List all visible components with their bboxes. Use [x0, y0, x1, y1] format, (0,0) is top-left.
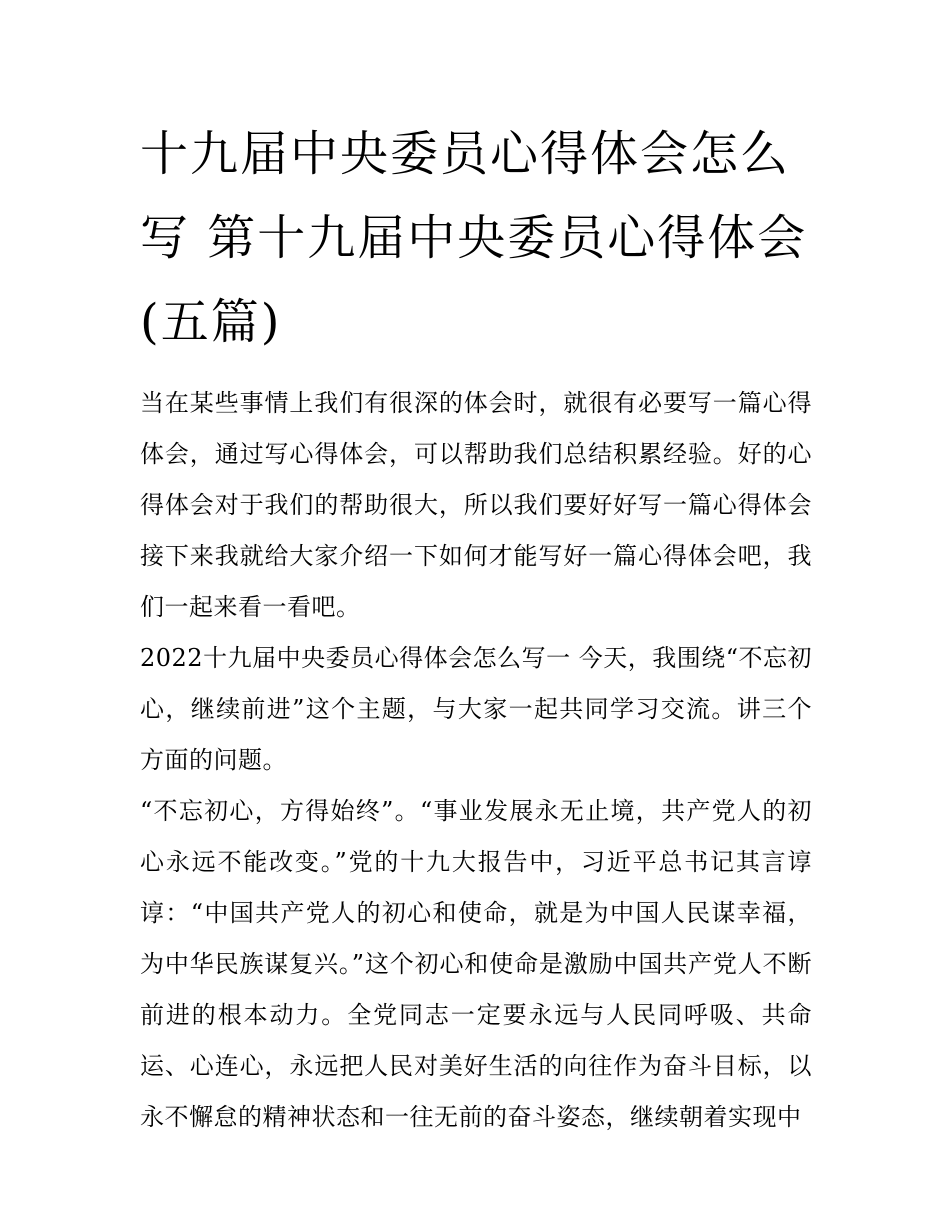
- document-body: [140, 112, 812, 1143]
- intro-paragraph: 当在某些事情上我们有很深的体会时，就很有必要写一篇心得体会，通过写心得体会，可以帮助我们总结积累经验。好的心得体会对于我们的帮助很大，所以我们要好好写一篇心得体会接下来我就给大家介绍一下如何才能写好一篇心得体会吧，我们一起来看一看吧。: [140, 389, 812, 621]
- document-title: 十九届中央委员心得体会怎么写 第十九届中央委员心得体会(五篇): [140, 126, 808, 350]
- section-one-paragraph: 2022十九届中央委员心得体会怎么写一 今天，我围绕“不忘初心，继续前进”这个主题，与大家一起共同学习交流。讲三个方面的问题。: [140, 644, 812, 774]
- initial-mission-paragraph: “不忘初心，方得始终”。“事业发展永无止境，共产党人的初心永远不能改变。”党的十九大报告中，习近平总书记其言谆谆：“中国共产党人的初心和使命，就是为中国人民谋幸福，为中华民族谋复兴。”这个初心和使命是激励中国共产党人不断前进的根本动力。全党同志一定要永远与人民同呼吸、共命运、心连心，永远把人民对美好生活的向往作为奋斗目标，以永不懈怠的精神状态和一往无前的奋斗姿态，继续朝着实现中: [140, 797, 812, 1131]
